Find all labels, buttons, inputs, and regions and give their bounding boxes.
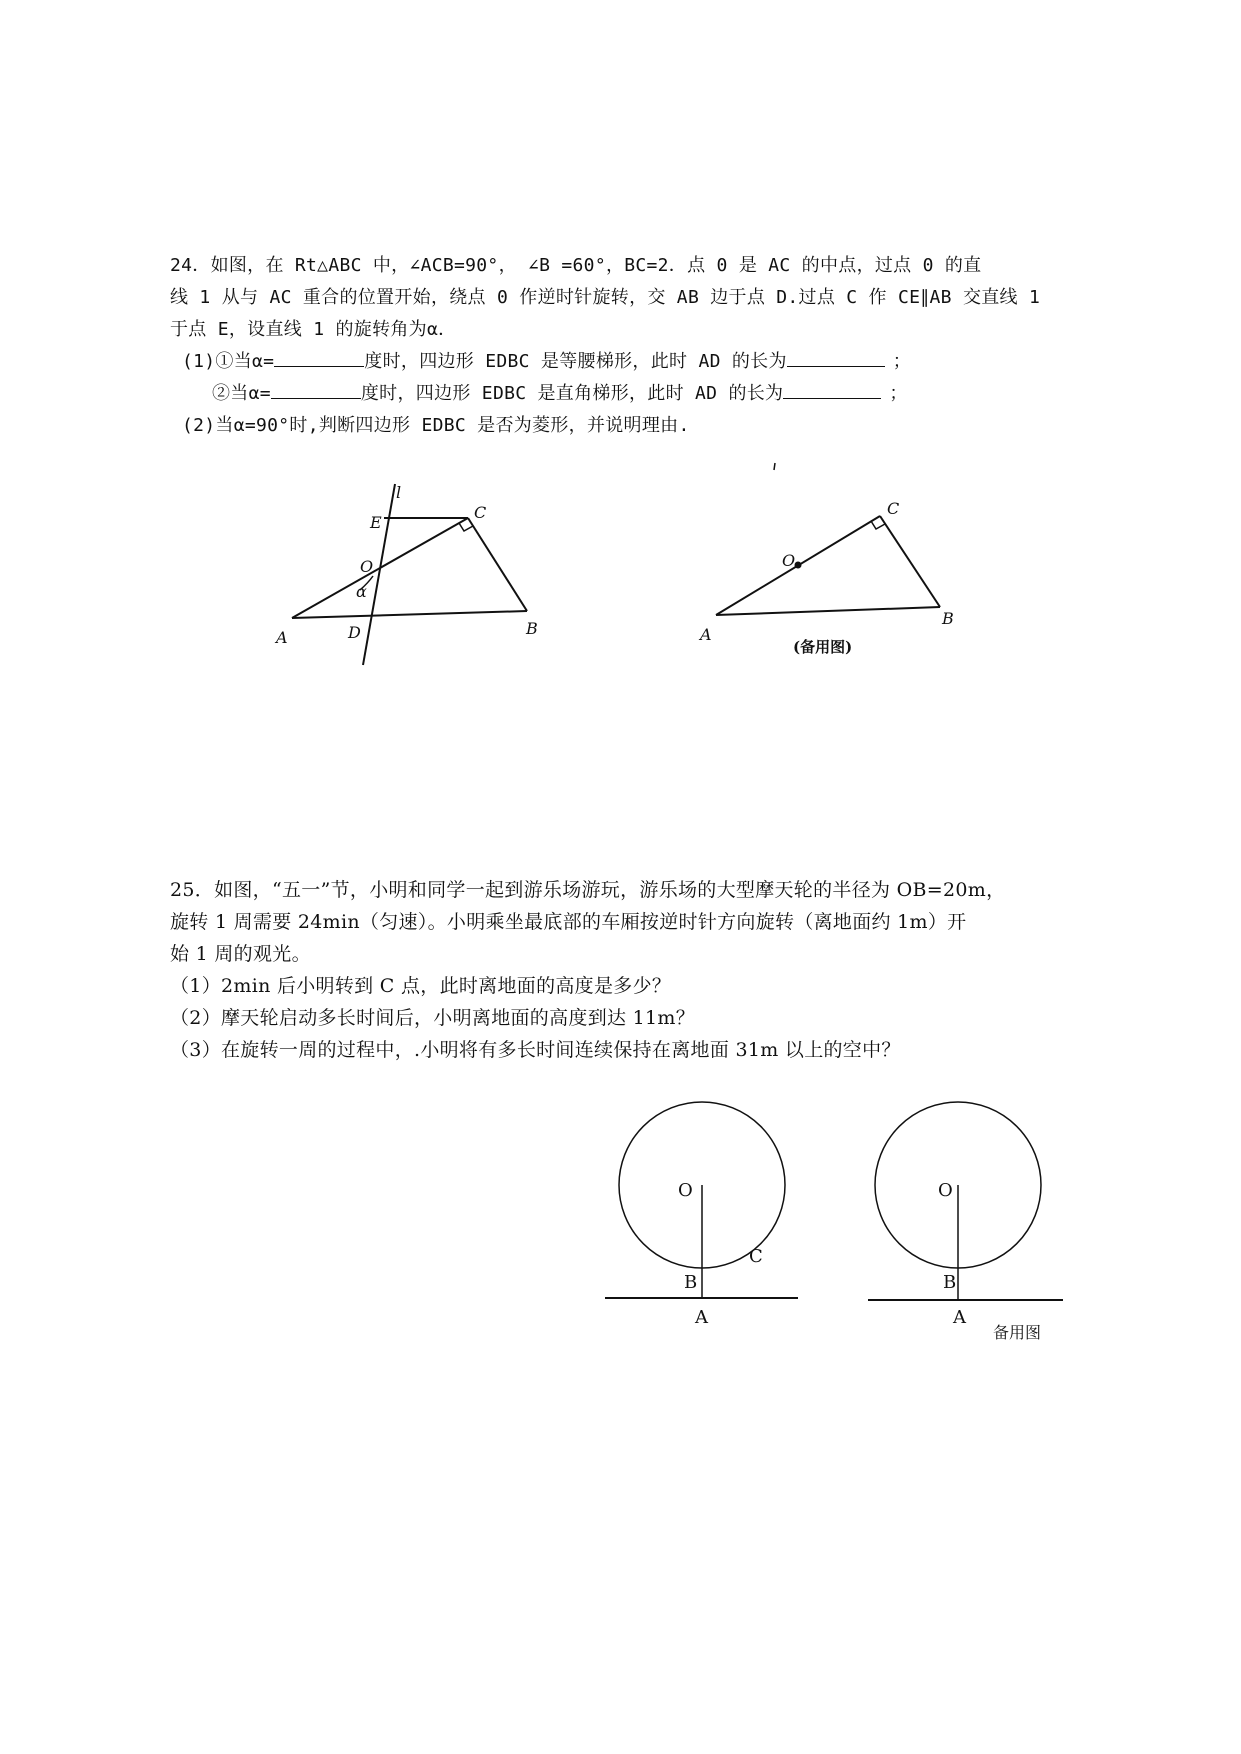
q25-part3: （3）在旋转一周的过程中，.小明将有多长时间连续保持在离地面 31m 以上的空中？ [170, 1039, 901, 1061]
label-C: C [749, 1246, 763, 1267]
q24-line-1: 24．如图，在 Rt△ABC 中，∠ACB=90°， ∠B =60°，BC=2．点 0 是 AC 的中点，过点 0 的直 [170, 255, 982, 276]
label-C: C [887, 499, 900, 518]
label-B: B [943, 1272, 957, 1293]
label-O: O [782, 551, 796, 570]
label-O: O [678, 1180, 693, 1201]
label-O: O [360, 557, 374, 576]
q25-line-2: 旋转 1 周需要 24min（匀速）。小明乘坐最底部的车厢按逆时针方向旋转（离地面约 1m）开 [170, 911, 967, 933]
q24-part1-a-prefix: (1)①当α= [182, 351, 275, 372]
spare-figure-caption: 备用图 [993, 1323, 1042, 1342]
label-A: A [695, 1307, 708, 1328]
label-D: D [348, 623, 361, 642]
label-l: l [396, 483, 402, 502]
label-B: B [526, 619, 538, 638]
q25-part1: （1）2min 后小明转到 C 点，此时离地面的高度是多少？ [170, 975, 672, 997]
q24-part1-b-middle: 度时，四边形 EDBC 是直角梯形，此时 AD 的长为 [360, 383, 784, 404]
q24-part1-a-middle: 度时，四边形 EDBC 是等腰梯形，此时 AD 的长为 [364, 351, 787, 372]
q24-line-2: 线 1 从与 AC 重合的位置开始，绕点 0 作逆时针旋转，交 AB 边于点 D.过点 C 作 CE∥AB 交直线 1 [170, 287, 1041, 308]
label-A: A [953, 1307, 966, 1328]
label-C: C [474, 503, 487, 522]
spare-figure-caption: (备用图) [793, 638, 853, 656]
label-B: B [942, 609, 954, 628]
q24-part1-b-prefix: ②当α= [212, 383, 271, 404]
q25-line-1: 25．如图，“五一”节，小明和同学一起到游乐场游玩，游乐场的大型摩天轮的半径为 OB=20m， [170, 879, 1006, 901]
q24-line-3: 于点 E，设直线 1 的旋转角为α． [170, 319, 457, 340]
q24-part1-b-end: ； [889, 383, 908, 404]
label-O: O [938, 1180, 953, 1201]
q25-part2: （2）摩天轮启动多长时间后，小明离地面的高度到达 11m？ [170, 1007, 696, 1029]
label-B: B [684, 1272, 698, 1293]
q24-part1-a-end: ； [892, 351, 912, 372]
label-A: A [700, 625, 712, 644]
q25-line-3: 始 1 周的观光。 [170, 943, 311, 965]
label-alpha: α [356, 582, 367, 601]
label-A: A [276, 628, 288, 647]
label-E: E [370, 513, 382, 532]
q24-part2: (2)当α=90°时,判断四边形 EDBC 是否为菱形，并说明理由. [182, 415, 690, 436]
